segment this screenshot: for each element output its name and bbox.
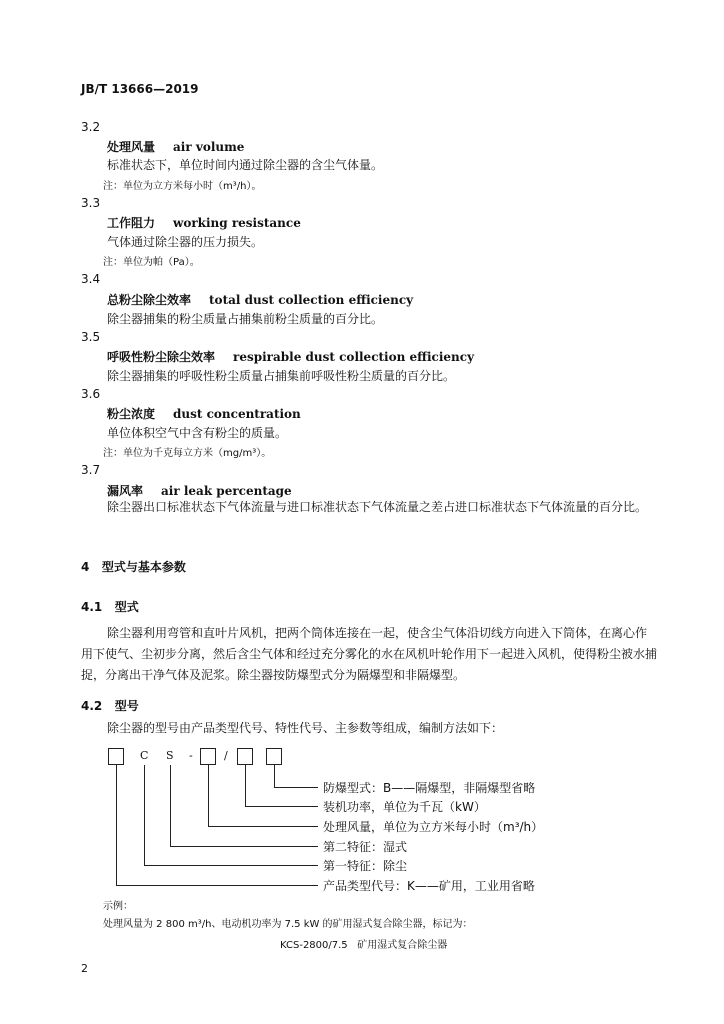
term-zh: 处理风量: [107, 140, 156, 154]
example-text: 处理风量为 2 800 m³/h、电动机功率为 7.5 kW 的矿用湿式复合除尘器，标记为：: [103, 919, 473, 930]
term-note: 注：单位为立方米每小时（m³/h）。: [103, 181, 262, 192]
clause-number: 3.2: [81, 120, 101, 134]
leader-line: [245, 806, 318, 807]
term-definition: 除尘器捕集的粉尘质量占捕集前粉尘质量的百分比。: [107, 312, 384, 326]
leader-line: [116, 765, 117, 885]
leader-line: [245, 765, 246, 806]
leader-line: [274, 787, 318, 788]
code-box-type: [108, 748, 124, 765]
leader-line: [208, 826, 318, 827]
term-heading: [107, 405, 301, 422]
term-definition: 标准状态下，单位时间内通过除尘器的含尘气体量。: [107, 158, 384, 172]
body-paragraph: 除尘器的型号由产品类型代号、特性代号、主参数等组成，编制方法如下：: [107, 721, 504, 735]
term-zh: 总粉尘除尘效率: [107, 293, 192, 307]
subsection-heading: 4.2 型号: [81, 699, 139, 713]
clause-number: 3.6: [81, 387, 101, 401]
term-note: 注：单位为千克每立方米（mg/m³）。: [103, 448, 272, 459]
code-label-feature1: 第一特征：除尘: [323, 859, 408, 873]
term-definition: 除尘器捕集的呼吸性粉尘质量占捕集前呼吸性粉尘质量的百分比。: [107, 369, 456, 383]
term-heading: [107, 214, 301, 231]
term-en: air volume: [173, 140, 245, 154]
body-paragraph: 除尘器利用弯管和直叶片风机，把两个筒体连接在一起，使含尘气体沿切线方向进入下筒体，在离心作用下使气、尘初步分离，然后含尘气体和经过充分雾化的水在风机叶轮作用下一起进入风机，使得粉尘被水捕捉，分离出干净气体及泥浆。除尘器按防爆型式分为隔爆型和非隔爆型。: [81, 626, 658, 682]
code-letter-c: C: [140, 749, 149, 762]
term-definition: 气体通过除尘器的压力损失。: [107, 235, 264, 249]
term-en: dust concentration: [173, 407, 301, 421]
clause-number: 3.4: [81, 272, 101, 286]
leader-line: [170, 765, 171, 846]
term-en: total dust collection efficiency: [209, 293, 414, 307]
code-label-power: 装机功率，单位为千瓦（kW）: [323, 800, 486, 814]
leader-line: [170, 846, 318, 847]
term-heading: [107, 348, 474, 365]
code-slash: /: [224, 749, 228, 762]
term-en: respirable dust collection efficiency: [233, 350, 475, 364]
term-definition: 除尘器出口标准状态下气体流量与进口标准状态下气体流量之差占进口标准状态下气体流量的百分比。: [107, 500, 648, 514]
code-label-airflow: 处理风量，单位为立方米每小时（m³/h）: [323, 820, 544, 834]
term-zh: 漏风率: [107, 484, 144, 498]
code-label-explosion: 防爆型式：B——隔爆型，非隔爆型省略: [323, 781, 536, 795]
code-label-type: 产品类型代号：K——矿用，工业用省略: [323, 879, 535, 893]
term-heading: [107, 291, 413, 308]
term-zh: 呼吸性粉尘除尘效率: [107, 350, 216, 364]
leader-line: [144, 865, 318, 866]
term-zh: 粉尘浓度: [107, 407, 156, 421]
term-en: working resistance: [173, 216, 301, 230]
term-en: air leak percentage: [161, 484, 292, 498]
page-number: 2: [81, 962, 88, 975]
leader-line: [274, 765, 275, 787]
term-heading: [107, 138, 244, 155]
section-heading: 4 型式与基本参数: [81, 560, 186, 574]
leader-line: [144, 765, 145, 865]
clause-number: 3.7: [81, 463, 101, 477]
term-zh: 工作阻力: [107, 216, 156, 230]
term-definition: 单位体积空气中含有粉尘的质量。: [107, 426, 288, 440]
code-box-airflow: [200, 748, 216, 765]
leader-line: [116, 885, 318, 886]
clause-number: 3.3: [81, 196, 101, 210]
leader-line: [208, 765, 209, 826]
code-box-explosion: [266, 748, 282, 765]
standard-code: JB/T 13666—2019: [81, 82, 199, 96]
code-dash: -: [189, 749, 193, 762]
example-mark: KCS-2800/7.5 矿用湿式复合除尘器: [280, 940, 448, 951]
subsection-heading: 4.1 型式: [81, 600, 139, 614]
term-note: 注：单位为帕（Pa）。: [103, 257, 200, 268]
clause-number: 3.5: [81, 330, 101, 344]
code-label-feature2: 第二特征：湿式: [323, 840, 408, 854]
example-heading: 示例：: [103, 901, 133, 912]
code-box-power: [237, 748, 253, 765]
code-letter-s: S: [166, 749, 174, 762]
